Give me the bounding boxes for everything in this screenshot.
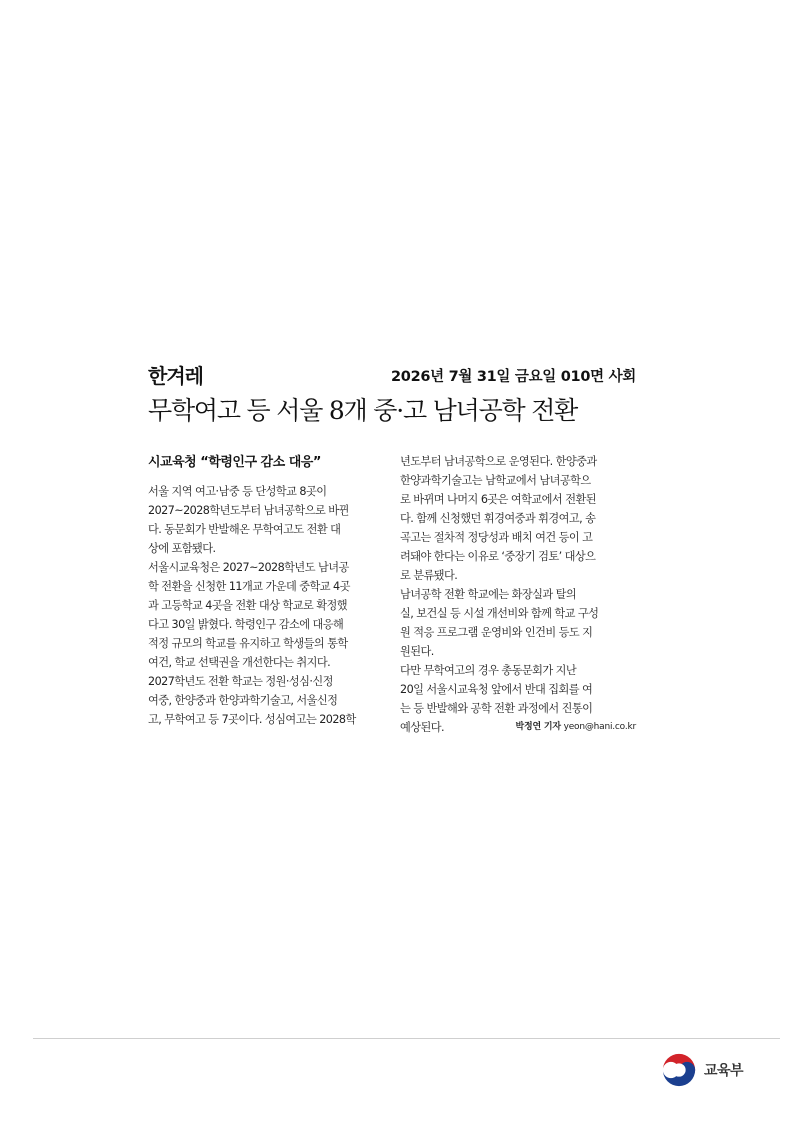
body-line: 년도부터 남녀공학으로 운영된다. 한양중과 bbox=[400, 455, 597, 468]
masthead bbox=[148, 364, 638, 388]
article-column-left bbox=[148, 454, 384, 729]
body-line: 적정 규모의 학교를 유지하고 학생들의 통학 bbox=[148, 637, 348, 650]
taegeuk-emblem-icon bbox=[660, 1051, 698, 1089]
body-line: 로 바뀌며 나머지 6곳은 여학교에서 전환된 bbox=[400, 493, 596, 506]
byline bbox=[515, 718, 636, 737]
body-line: 다. 동문회가 반발해온 무학여고도 전환 대 bbox=[148, 523, 341, 536]
footer-divider bbox=[33, 1038, 780, 1039]
body-line: 2027~2028학년도부터 남녀공학으로 바뀐 bbox=[148, 504, 349, 517]
body-line: 남녀공학 전환 학교에는 화장실과 탈의 bbox=[400, 588, 577, 601]
left-column-body bbox=[148, 482, 384, 729]
body-line: 고, 무학여고 등 7곳이다. 성심여고는 2028학 bbox=[148, 713, 356, 726]
article-column-right bbox=[400, 452, 636, 737]
headline: 무학여고 등 서울 8개 중·고 남녀공학 전환 bbox=[148, 396, 578, 425]
body-line: 곡고는 절차적 정당성과 배치 여건 등이 고 bbox=[400, 531, 593, 544]
body-line: 실, 보건실 등 시설 개선비와 함께 학교 구성 bbox=[400, 607, 599, 620]
body-line: 서울 지역 여고·남중 등 단성학교 8곳이 bbox=[148, 485, 327, 498]
body-line: 서울시교육청은 2027~2028학년도 남녀공 bbox=[148, 561, 349, 574]
body-line: 로 분류됐다. bbox=[400, 569, 458, 582]
body-line: 상에 포함됐다. bbox=[148, 542, 216, 555]
body-line: 다고 30일 밝혔다. 학령인구 감소에 대응해 bbox=[148, 618, 344, 631]
body-line: 원된다. bbox=[400, 645, 434, 658]
body-line: 려돼야 한다는 이유로 ‘중장기 검토’ 대상으 bbox=[400, 550, 596, 563]
body-line: 20일 서울시교육청 앞에서 반대 집회를 여 bbox=[400, 683, 593, 696]
ministry-logo bbox=[660, 1050, 743, 1090]
right-column-body bbox=[400, 452, 636, 737]
body-line: 학 전환을 신청한 11개교 가운데 중학교 4곳 bbox=[148, 580, 350, 593]
byline-name: 박정연 기자 bbox=[515, 722, 561, 732]
body-line: 는 등 반발해와 공학 전환 과정에서 진통이 bbox=[400, 702, 593, 715]
body-line: 예상된다. bbox=[400, 721, 445, 734]
dateline: 2026년 7월 31일 금요일 010면 사회 bbox=[391, 369, 636, 385]
subheadline: 시교육청 “학령인구 감소 대응” bbox=[148, 455, 321, 470]
byline-email: yeon@hani.co.kr bbox=[563, 722, 636, 732]
body-line: 과 고등학교 4곳을 전환 대상 학교로 확정했 bbox=[148, 599, 347, 612]
body-line: 2027학년도 전환 학교는 정원·성심·신정 bbox=[148, 675, 333, 688]
body-line: 다. 함께 신청했던 휘경여중과 휘경여고, 송 bbox=[400, 512, 596, 525]
body-line: 여중, 한양중과 한양과학기술고, 서울신정 bbox=[148, 694, 338, 707]
body-line: 한양과학기술고는 남학교에서 남녀공학으 bbox=[400, 474, 591, 487]
news-clipping bbox=[148, 364, 638, 764]
body-line: 여건, 학교 선택권을 개선한다는 취지다. bbox=[148, 656, 331, 669]
body-line: 다만 무학여고의 경우 총동문회가 지난 bbox=[400, 664, 577, 677]
newspaper-logo: 한겨레 bbox=[148, 364, 203, 388]
body-line: 원 적응 프로그램 운영비와 인건비 등도 지 bbox=[400, 626, 593, 639]
ministry-name: 교육부 bbox=[704, 1063, 744, 1079]
